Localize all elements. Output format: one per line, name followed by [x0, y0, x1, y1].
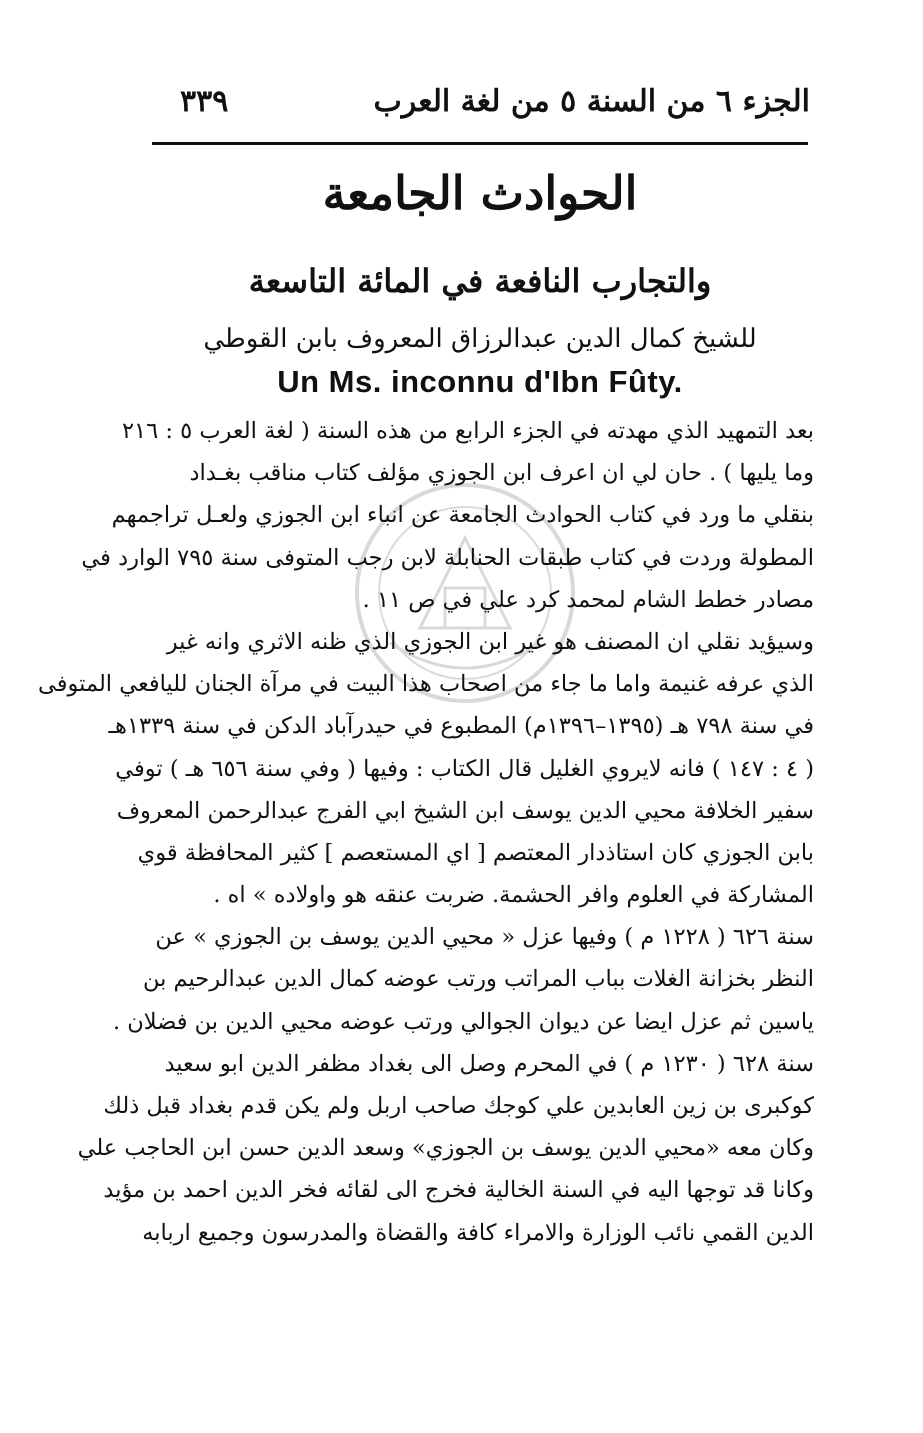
body-line: ياسين ثم عزل ايضا عن ديوان الجوالي ورتب عوضه محيي الدين بن فضلان .: [112, 1008, 814, 1035]
body-line: سفير الخلافة محيي الدين يوسف ابن الشيخ ابي الفرج عبدالرحمن المعروف: [116, 797, 814, 824]
body-line: الدين القمي نائب الوزارة والامراء كافة والقضاة والمدرسون وجميع اربابه: [142, 1219, 814, 1246]
running-title: الجزء ٦ من السنة ٥ من لغة العرب: [373, 84, 810, 119]
running-head: [150, 78, 810, 128]
body-line: في سنة ٧٩٨ هـ (١٣٩٥–١٣٩٦م) المطبوع في حيدرآباد الدكن في سنة ١٣٣٩هـ: [108, 713, 814, 740]
body-line: سنة ٦٢٦ ( ١٢٢٨ م ) وفيها عزل « محيي الدين يوسف بن الجوزي » عن: [155, 924, 814, 951]
article-author: للشيخ كمال الدين عبدالرزاق المعروف بابن القوطي: [203, 324, 757, 354]
body-line: وكان معه «محيي الدين يوسف بن الجوزي» وسعد الدين حسن ابن الحاجب علي: [77, 1135, 814, 1162]
body-line: الذي عرفه غنيمة واما ما جاء من اصحاب هذا البيت في مرآة الجنان لليافعي المتوفى: [38, 671, 814, 698]
body-line: مصادر خطط الشام لمحمد كرد علي في ص ١١ .: [362, 586, 814, 613]
article-body: [38, 410, 814, 1254]
body-line: بنقلي ما ورد في كتاب الحوادث الجامعة عن انباء ابن الجوزي ولعـل تراجمهم: [111, 502, 814, 529]
latin-title: Un Ms. inconnu d'Ibn Fûty.: [277, 364, 683, 399]
body-line: بابن الجوزي كان استاذدار المعتصم [ اي المستعصم ] كثير المحافظة قوي: [137, 839, 814, 866]
body-line: النظر بخزانة الغلات بباب المراتب ورتب عوضه كمال الدين عبدالرحيم بن: [142, 966, 814, 993]
body-line: بعد التمهيد الذي مهدته في الجزء الرابع من هذه السنة ( لغة العرب ٥ : ٢١٦: [121, 418, 814, 444]
body-line: كوكبرى بن زين العابدين علي كوجك صاحب اربل ولم يكن قدم بغداد قبل ذلك: [103, 1093, 814, 1119]
body-line: وسيؤيد نقلي ان المصنف هو غير ابن الجوزي الذي ظنه الاثري وانه غير: [166, 628, 814, 655]
body-line: سنة ٦٢٨ ( ١٢٣٠ م ) في المحرم وصل الى بغداد مظفر الدين ابو سعيد: [164, 1050, 814, 1077]
body-line: المشاركة في العلوم وافر الحشمة. ضربت عنقه هو واولاده » اه .: [213, 882, 814, 909]
body-line: المطولة وردت في كتاب طبقات الحنابلة لابن رجب المتوفى سنة ٧٩٥ الوارد في: [81, 544, 814, 571]
article-title: الحوادث الجامعة: [322, 166, 638, 220]
body-line: وكانا قد توجها اليه في السنة الخالية فخرج الى لقائه فخر الدين احمد بن مؤيد: [103, 1177, 814, 1204]
header-divider: [152, 142, 808, 145]
body-line: ( ٤ : ١٤٧ ) فانه لايروي الغليل قال الكتاب : وفيها ( وفي سنة ٦٥٦ هـ ) توفي: [115, 755, 814, 782]
article-subtitle: والتجارب النافعة في المائة التاسعة: [248, 262, 712, 300]
page-number: ٣٣٩: [180, 84, 229, 119]
body-line: وما يليها ) . حان لي ان اعرف ابن الجوزي مؤلف كتاب مناقب بغـداد: [189, 460, 814, 487]
